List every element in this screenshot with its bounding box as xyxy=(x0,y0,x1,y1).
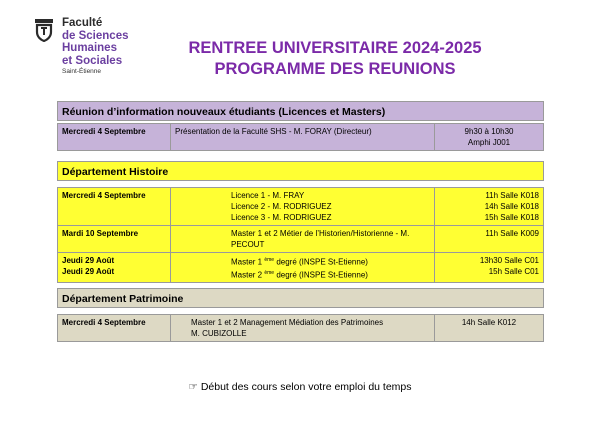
row-desc-line-2: Licence 2 - M. RODRIGUEZ xyxy=(231,202,332,211)
row-time-line-1: 9h30 à 10h30 xyxy=(464,127,514,136)
row-time xyxy=(435,124,544,151)
row-day: Mardi 10 Septembre xyxy=(58,226,171,253)
logo-line-1: Faculté xyxy=(62,17,103,29)
table-row xyxy=(58,124,544,151)
row-time-line-2: 14h Salle K018 xyxy=(484,202,539,211)
row-time-line-1: 13h30 Salle C01 xyxy=(479,256,539,265)
row-desc xyxy=(171,188,435,226)
row-day-line-2: Jeudi 29 Août xyxy=(62,267,115,276)
row-desc-line-1: Licence 1 - M. FRAY xyxy=(231,191,305,200)
master-1-label: Master 1 xyxy=(231,257,263,267)
row-time-line-2: Amphi J001 xyxy=(467,138,511,147)
master-2-rest: degré (INSPE St-Etienne) xyxy=(276,270,368,280)
master-1-rest: degré (INSPE St-Etienne) xyxy=(276,257,368,267)
row-day: Mercredi 4 Septembre xyxy=(58,124,171,151)
histoire-section-header: Département Histoire xyxy=(57,161,544,181)
faculty-logo xyxy=(30,14,150,84)
row-desc-line-3: Licence 3 - M. RODRIGUEZ xyxy=(231,213,332,222)
patrimoine-section-header: Département Patrimoine xyxy=(57,288,544,308)
row-time-line-3: 15h Salle K018 xyxy=(484,213,539,222)
histoire-table xyxy=(57,187,544,283)
logo-line-2: de Sciences xyxy=(62,29,129,42)
row-desc-line-1: Master 1 et 2 Management Médiation des Patrimoines xyxy=(191,318,384,327)
logo-line-3: Humaines xyxy=(62,42,117,54)
logo-line-4: et Sociales xyxy=(62,54,123,67)
courses-note-text: Début des cours selon votre emploi du temps xyxy=(200,381,412,393)
info-section xyxy=(57,101,544,151)
master-1-sup: ème xyxy=(264,257,275,263)
table-row xyxy=(58,188,544,226)
title-line-1: RENTREE UNIVERSITAIRE 2024-2025 xyxy=(188,39,482,57)
title-line-2: PROGRAMME DES REUNIONS xyxy=(214,60,456,78)
row-time-line-2: 15h Salle C01 xyxy=(488,267,539,276)
row-time: 11h Salle K009 xyxy=(435,226,544,253)
logo-line-5: Saint-Étienne xyxy=(62,68,102,75)
row-desc xyxy=(171,315,435,342)
patrimoine-table xyxy=(57,314,544,342)
pointing-hand-icon: ☞ xyxy=(188,381,198,393)
row-desc-line-1 xyxy=(231,255,430,268)
info-section-header: Réunion d’information nouveaux étudiants (Licences et Masters) xyxy=(57,101,544,121)
page-title xyxy=(145,38,525,80)
faculty-logo-icon xyxy=(34,18,54,42)
row-time xyxy=(435,253,544,283)
table-row xyxy=(58,226,544,253)
patrimoine-section xyxy=(57,288,544,342)
row-time xyxy=(435,188,544,226)
table-row xyxy=(58,315,544,342)
table-row xyxy=(58,253,544,283)
master-2-sup: ème xyxy=(264,269,275,276)
row-desc xyxy=(171,253,435,283)
row-day-line-1: Jeudi 29 Août xyxy=(62,256,115,265)
info-table xyxy=(57,123,544,151)
row-time-line-1: 11h Salle K018 xyxy=(485,191,539,200)
courses-note xyxy=(0,381,600,393)
row-time: 14h Salle K012 xyxy=(435,315,544,342)
row-desc-line-2 xyxy=(231,268,430,281)
row-desc: Présentation de la Faculté SHS - M. FORAY (Directeur) xyxy=(171,124,435,151)
row-day: Mercredi 4 Septembre xyxy=(58,315,171,342)
row-day xyxy=(58,253,171,283)
histoire-section xyxy=(57,161,544,283)
row-day: Mercredi 4 Septembre xyxy=(58,188,171,226)
master-2-label: Master 2 xyxy=(231,270,263,280)
row-desc-line-2: M. CUBIZOLLE xyxy=(191,329,247,338)
row-desc: Master 1 et 2 Métier de l’Historien/Historienne - M. PECOUT xyxy=(171,226,435,253)
